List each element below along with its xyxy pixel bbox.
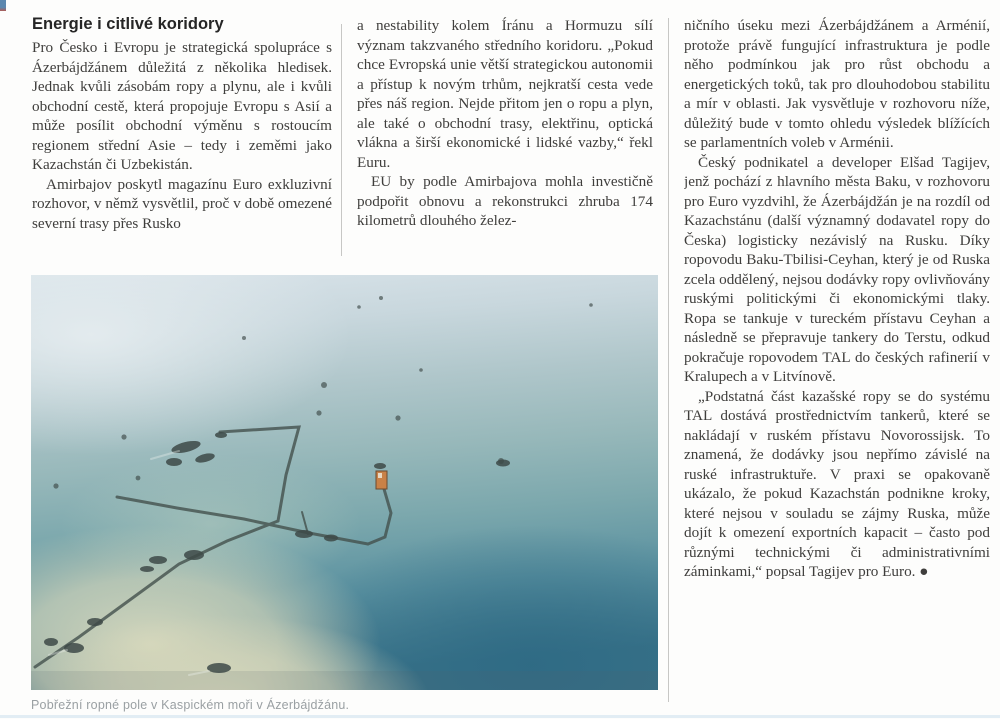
article-column-3 bbox=[684, 16, 990, 716]
offshore-oilfield-aerial-graphic bbox=[31, 275, 658, 690]
column-divider bbox=[668, 18, 669, 702]
section-heading: Energie i citlivé koridory bbox=[32, 15, 224, 33]
paragraph: „Podstatná část kazašské ropy se do systému TAL dostává prostřednictvím tankerů, které se nakládají v ruském přístavu Novorossijsk. To znamená, že dodávky jsou nepřímo závislé na ruské infrastruktuře. V praxi se opakovaně ukázalo, že pokud Kazachstán podnikne kroky, které nejsou v souladu se zájmy Ruska, může dojít k omezení exportních kapacit – často pod různými technickými či administrativními záminkami,“ popsal Tagijev pro Euro. ● bbox=[684, 387, 990, 580]
paragraph: ničního úseku mezi Ázerbájdžánem a Arménií, protože právě fungující infrastruktura je podle něho podmínkou jak pro růst obchodu a energetických toků, tak pro dlouhodobou stabilitu a mír v oblasti. Jak vysvětluje v rozhovoru níže, důležitý bude v tomto ohledu výsledek blížících se parlamentních voleb v Arménii. bbox=[684, 17, 990, 151]
article-photo bbox=[31, 275, 658, 690]
scan-artifact-mark bbox=[0, 0, 6, 11]
paragraph: Český podnikatel a developer Elšad Tagijev, jenž pochází z hlavního města Baku, v rozhovoru pro Euro vyzdvihl, že Ázerbájdžán je na rozdíl od Kazachstánu (další významný dodavatel ropy do Česka) logisticky nezávislý na Rusku. Díky ropovodu Baku-Tbilisi-Ceyhan, který je od Ruska zcela oddělený, nejsou dodávky ropy ovlivňovány ruskými politickými či ekonomickými tlaky. Ropa se tankuje v tureckém přístavu Ceyhan a následně se přepravuje tankery do Terstu, odkud pokračuje ropovodem TAL do českých rafinerií v Kralupech a v Litvínově. bbox=[684, 153, 990, 385]
paragraph: a nestability kolem Íránu a Hormuzu sílí význam takzvaného středního koridoru. „Pokud chce Evropská unie větší strategickou autonomii a přístup k novým trhům, nejkratší cesta vede přes náš region. Nejde přitom jen o ropu a plyn, ale také o obchodní trasy, elektřinu, optická vlákna a širší ekonomické i lidské vazby,“ řekl Euru. bbox=[357, 17, 653, 171]
paragraph: EU by podle Amirbajova mohla investičně podpořit obnovu a rekonstrukci zhruba 174 kilometrů dlouhého želez- bbox=[357, 173, 653, 229]
photo-caption: Pobřežní ropné pole v Kaspickém moři v Ázerbájdžánu. bbox=[31, 698, 350, 712]
paragraph: Amirbajov poskytl magazínu Euro exkluzivní rozhovor, v němž vysvětlil, proč v době omezené severní trasy přes Rusko bbox=[32, 175, 332, 232]
column-divider bbox=[341, 24, 342, 256]
paragraph: Pro Česko i Evropu je strategická spolupráce s Ázerbájdžánem důležitá z několika hledisek. Jednak kvůli zásobám ropy a plynu, ale i kvůli obchodní cestě, která propojuje Evropu s Asií a může posílit obchodní výměnu s rostoucím regionem střední Asie – tedy i zeměmi jako Kazachstán či Uzbekistán. bbox=[32, 39, 332, 173]
page-edge-line bbox=[0, 715, 1000, 718]
article-column-1 bbox=[32, 14, 332, 264]
article-column-2 bbox=[357, 16, 653, 266]
